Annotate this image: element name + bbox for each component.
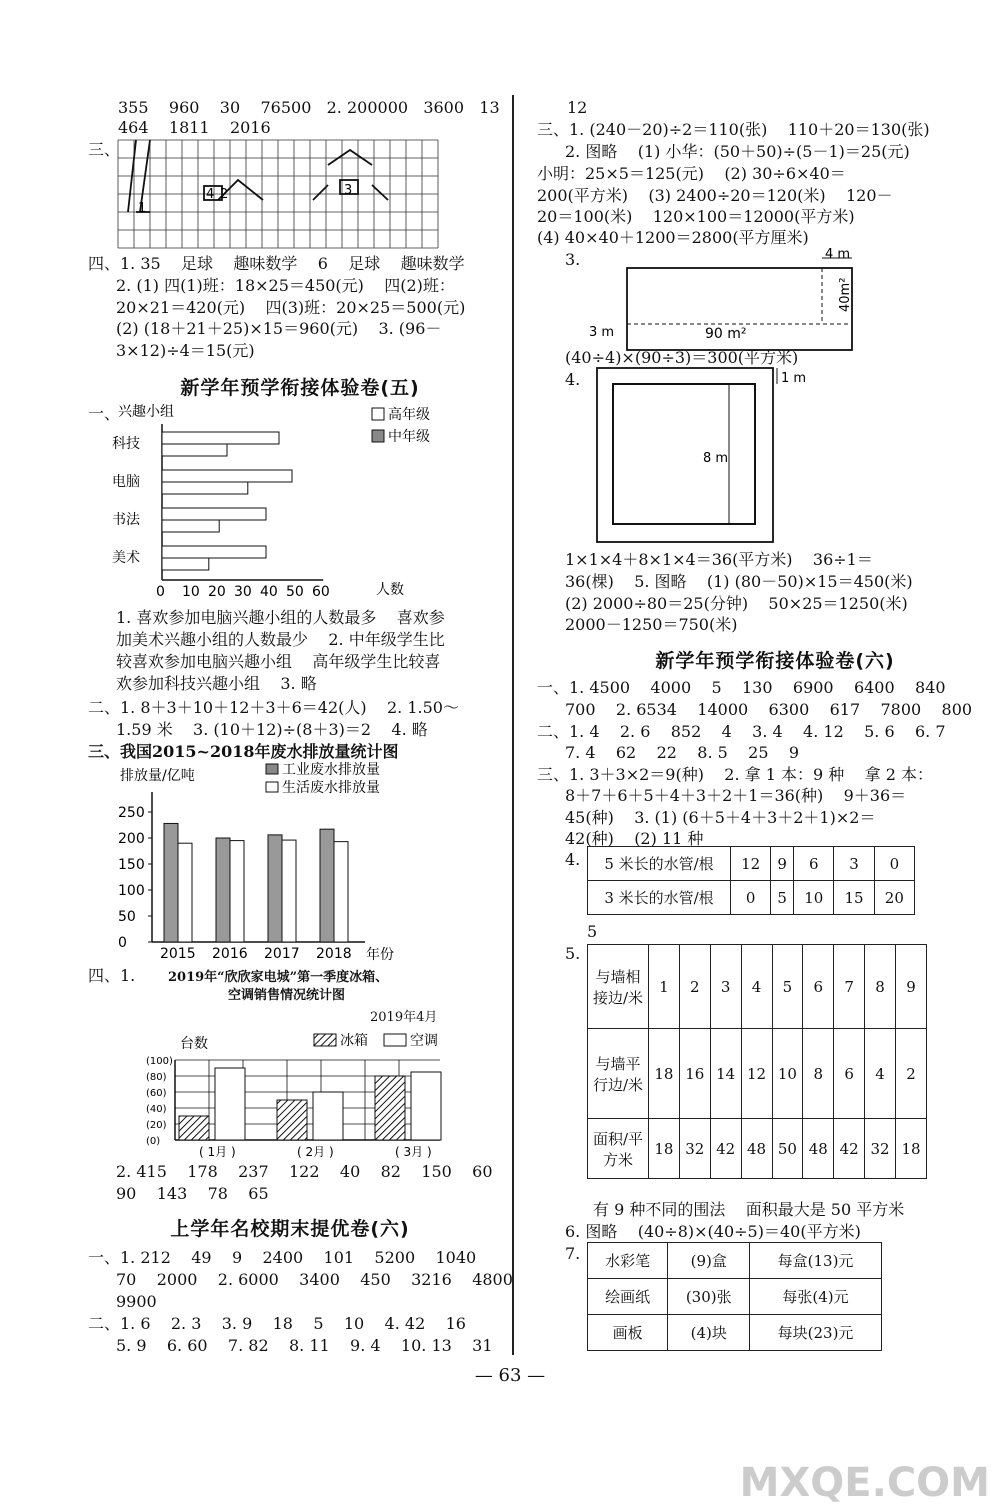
category-label: 2018 (316, 946, 352, 962)
chart-date: 2019年4月 (370, 1010, 438, 1025)
axis-label: 台数 (180, 1036, 208, 1052)
answer-line: 20＝100(米) 120×100＝12000(平方米) (537, 207, 855, 226)
table-cell: 6 (834, 1029, 865, 1119)
axis-label: 人数 (376, 582, 404, 598)
tick-label: 50 (286, 584, 304, 600)
row-label: 3 米长的水管/根 (588, 881, 731, 915)
answer-line: 2. 415 178 237 122 40 82 150 60 (116, 1162, 493, 1181)
interest-group-bar-chart (110, 404, 430, 604)
sales-bar-chart (140, 1028, 450, 1163)
art-supplies-table (587, 1242, 882, 1351)
answer-line: 1×1×4＋8×1×4＝36(平方米) 36÷1＝ (565, 550, 873, 569)
legend-swatch-fridge (314, 1034, 336, 1046)
area-label: 40m² (838, 277, 853, 312)
answer-line: (2) 2000÷80＝25(分钟) 50×25＝1250(米) (565, 594, 908, 613)
table-cell: 10 (794, 881, 834, 915)
table-cell: 2 (896, 1029, 927, 1119)
bar-industrial (268, 835, 282, 942)
table-cell: 16 (679, 1029, 710, 1119)
bar-fridge (277, 1100, 307, 1140)
table-cell: 48 (741, 1119, 772, 1179)
table-cell: 每盒(13)元 (750, 1243, 882, 1279)
answer-line: 三、1. 3＋3×2＝9(种) 2. 拿 1 本：9 种 拿 2 本： (537, 765, 933, 784)
tick-label: 10 (182, 584, 200, 600)
section-tag: 四、1. (88, 966, 136, 985)
table-cell: 12 (741, 1029, 772, 1119)
answer-line: 2. 图略 (1) 小华：(50＋50)÷(5－1)＝25(元) (565, 142, 910, 161)
table-cell: 12 (731, 847, 771, 881)
table-cell: 8 (865, 945, 896, 1029)
answer-line: 二、1. 8＋3＋10＋12＋3＋6＝42(人) 2. 1.50～ (88, 698, 459, 717)
legend-swatch-domestic (266, 782, 278, 792)
tick-label: 40 (260, 584, 278, 600)
dimension-label: 1 m (781, 371, 807, 386)
table-cell: 15 (834, 881, 874, 915)
answer-line: 42(种) (2) 11 种 (565, 829, 704, 848)
bar-mid (162, 520, 219, 532)
section-heading: 新学年预学衔接体验卷(六) (655, 650, 895, 672)
table-cell: 2 (679, 945, 710, 1029)
answer-line: 一、1. 4500 4000 5 130 6900 6400 840 (537, 678, 946, 697)
row-label: 5 米长的水管/根 (588, 847, 731, 881)
answer-line: 12 (567, 98, 588, 117)
table-cell: (9)盒 (668, 1243, 750, 1279)
answer-line: 8＋7＋6＋5＋4＋3＋2＋1＝36(种) 9＋36＝ (565, 786, 907, 805)
pipe-table (587, 846, 915, 915)
row-label: 与墙平行边/米 (588, 1029, 649, 1119)
section-heading: 上学年名校期末提优卷(六) (170, 1218, 410, 1240)
table-cell: 18 (896, 1119, 927, 1179)
answer-line: 1.59 米 3. (10＋12)÷(8＋3)＝2 4. 略 (116, 720, 428, 739)
legend-label: 工业废水排放量 (282, 762, 380, 778)
legend-swatch-industrial (266, 764, 278, 774)
dimension-label: 8 m (703, 451, 729, 466)
answer-line: 三、1. (240－20)÷2＝110(张) 110＋20＝130(张) (537, 120, 930, 139)
page-number: — 63 — (474, 1365, 546, 1386)
category-label: ( 3月 ) (395, 1145, 432, 1159)
table-cell: 5 (772, 945, 803, 1029)
bar-industrial (164, 823, 178, 942)
category-label: 科技 (112, 436, 140, 452)
table-cell: 1 (649, 945, 680, 1029)
section-tag: 三、 (88, 140, 121, 159)
watermark: MXQE.COM (739, 1460, 990, 1506)
rectangle-figure-3 (585, 246, 875, 352)
bar-high (162, 470, 292, 482)
tick-label: (80) (146, 1072, 167, 1083)
tick-label: 60 (312, 584, 330, 600)
bar-domestic (282, 840, 296, 942)
grid-figure (118, 140, 440, 250)
table-cell: 10 (772, 1029, 803, 1119)
tick-label: (100) (146, 1056, 173, 1067)
answer-line: 45(种) 3. (1) (6＋5＋4＋3＋2＋1)×2＝ (565, 808, 876, 827)
answer-line: 20×21＝420(元) 四(3)班：20×25＝500(元) (116, 298, 466, 317)
bar-mid (162, 444, 227, 456)
section-heading: 新学年预学衔接体验卷(五) (180, 377, 420, 399)
area-label: 90 m² (705, 326, 747, 342)
tick-label: 100 (118, 883, 145, 899)
table-cell: 7 (834, 945, 865, 1029)
legend-swatch-ac (384, 1034, 406, 1046)
square-figure-4 (595, 366, 815, 546)
answer-line: 70 2000 2. 6000 3400 450 3216 4800 (116, 1270, 513, 1289)
table-cell: 每块(23)元 (750, 1315, 882, 1351)
row-label: 面积/平方米 (588, 1119, 649, 1179)
bar-domestic (334, 842, 348, 942)
section-tag: 3. (565, 250, 581, 269)
tick-label: (0) (146, 1136, 161, 1147)
dimension-label: 4 m (825, 247, 851, 262)
table-cell: 8 (803, 1029, 834, 1119)
row-label: 与墙相接边/米 (588, 945, 649, 1029)
answer-line: 有 9 种不同的围法 面积最大是 50 平方米 (593, 1200, 905, 1219)
answer-line: 二、1. 4 2. 6 852 4 3. 4 4. 12 5. 6 6. 7 (537, 722, 946, 741)
legend-label: 高年级 (388, 407, 430, 423)
row-label: 水彩笔 (588, 1243, 668, 1279)
bar-ac (215, 1068, 245, 1140)
tick-label: 150 (118, 857, 145, 873)
table-cell: 32 (679, 1119, 710, 1179)
tick-label: (60) (146, 1088, 167, 1099)
answer-line: 3×12)÷4＝15(元) (116, 341, 255, 360)
section-tag: 一、 (88, 404, 121, 423)
answer-line: 200(平方米) (3) 2400÷20＝120(米) 120－ (537, 186, 893, 205)
category-label: 电脑 (112, 474, 140, 490)
row-label: 画板 (588, 1315, 668, 1351)
table-cell: 6 (794, 847, 834, 881)
answer-line: 2. (1) 四(1)班：18×25＝450(元) 四(2)班： (116, 276, 455, 295)
answer-line: 一、1. 212 49 9 2400 101 5200 1040 (88, 1248, 477, 1267)
category-label: 2016 (212, 946, 248, 962)
category-label: 书法 (112, 512, 140, 528)
bar-high (162, 546, 266, 558)
table-cell: 3 (834, 847, 874, 881)
table-cell: 20 (874, 881, 914, 915)
answer-line: 700 2. 6534 14000 6300 617 7800 800 (565, 700, 973, 719)
row-label: 绘画纸 (588, 1279, 668, 1315)
chart-title: 空调销售情况统计图 (228, 988, 346, 1003)
chart-title: 兴趣小组 (118, 404, 174, 420)
section-tag: 4. (565, 850, 581, 869)
bar-mid (162, 482, 248, 494)
answer-line: 7. 4 62 22 8. 5 25 9 (565, 743, 800, 762)
answer-line: 2000－1250＝750(米) (565, 615, 738, 634)
axis-label: 年份 (366, 947, 394, 963)
answer-line: 欢参加科技兴趣小组 3. 略 (116, 674, 317, 693)
answer-line: 小明：25×5＝125(元) (2) 30÷6×40＝ (537, 164, 846, 183)
chart-title: 2019年“欣欣家电城”第一季度冰箱、 (168, 970, 389, 985)
axis-label: 排放量/亿吨 (120, 768, 195, 784)
column-divider (512, 95, 514, 1355)
answer-line: 5 (587, 922, 598, 941)
bar-ac (313, 1092, 343, 1140)
section-tag: 5. (565, 944, 581, 963)
bar-industrial (216, 838, 230, 942)
table-cell: 5 (771, 881, 794, 915)
bar-fridge (179, 1116, 209, 1140)
table-cell: 32 (865, 1119, 896, 1179)
tick-label: 0 (156, 584, 165, 600)
answer-line: 较喜欢参加电脑兴趣小组 高年级学生比较喜 (116, 652, 441, 671)
table-cell: 14 (710, 1029, 741, 1119)
tick-label: 30 (234, 584, 252, 600)
table-cell: (30)张 (668, 1279, 750, 1315)
legend-label: 中年级 (388, 429, 430, 445)
bar-high (162, 508, 266, 520)
legend-label: 生活废水排放量 (282, 780, 380, 796)
answer-line: 355 960 30 76500 2. 200000 3600 13 (118, 98, 500, 117)
legend-label: 空调 (410, 1033, 438, 1049)
table-cell: 9 (896, 945, 927, 1029)
svg-text:2: 2 (220, 187, 229, 202)
table-cell: 6 (803, 945, 834, 1029)
answer-line: 三、我国2015~2018年废水排放量统计图 (88, 742, 399, 761)
category-label: ( 1月 ) (199, 1145, 236, 1159)
table-cell: 4 (865, 1029, 896, 1119)
answer-line: 36(棵) 5. 图略 (1) (80－50)×15＝450(米) (565, 572, 913, 591)
bar-high (162, 432, 279, 444)
tick-label: 20 (208, 584, 226, 600)
bar-mid (162, 558, 209, 570)
category-label: 2017 (264, 946, 300, 962)
fence-table (587, 944, 927, 1179)
table-cell: 18 (649, 1119, 680, 1179)
table-cell: 9 (771, 847, 794, 881)
tick-label: 200 (118, 831, 145, 847)
bar-fridge (375, 1076, 405, 1140)
tick-label: 0 (118, 935, 127, 951)
table-cell: 42 (834, 1119, 865, 1179)
category-label: ( 2月 ) (297, 1145, 334, 1159)
section-tag: 4. (565, 370, 581, 389)
tick-label: (20) (146, 1120, 167, 1131)
legend-label: 冰箱 (340, 1033, 368, 1049)
answer-line: 二、1. 6 2. 3 3. 9 18 5 10 4. 42 16 (88, 1314, 466, 1333)
answer-line: (2) (18＋21＋25)×15＝960(元) 3. (96－ (116, 319, 442, 338)
bar-domestic (178, 843, 192, 942)
answer-line: 四、1. 35 足球 趣味数学 6 足球 趣味数学 (88, 254, 465, 273)
table-cell: 42 (710, 1119, 741, 1179)
table-cell: 每张(4)元 (750, 1279, 882, 1315)
table-cell: (4)块 (668, 1315, 750, 1351)
section-tag: 7. (565, 1244, 581, 1263)
table-cell: 3 (710, 945, 741, 1029)
tick-label: (40) (146, 1104, 167, 1115)
category-label: 2015 (160, 946, 196, 962)
tick-label: 250 (118, 805, 145, 821)
svg-text:3: 3 (344, 183, 353, 198)
answer-line: 6. 图略 (40÷8)×(40÷5)＝40(平方米) (565, 1222, 861, 1241)
table-cell: 0 (874, 847, 914, 881)
table-cell: 50 (772, 1119, 803, 1179)
category-label: 美术 (112, 550, 140, 566)
dimension-label: 3 m (589, 325, 615, 340)
bar-ac (411, 1072, 441, 1140)
table-cell: 0 (731, 881, 771, 915)
table-cell: 18 (649, 1029, 680, 1119)
answer-line: 加美术兴趣小组的人数最少 2. 中年级学生比 (116, 630, 445, 649)
answer-line: 5. 9 6. 60 7. 82 8. 11 9. 4 10. 13 31 (116, 1336, 493, 1355)
answer-line: (40÷4)×(90÷3)＝300(平方米) (565, 348, 799, 367)
answer-line: 1. 喜欢参加电脑兴趣小组的人数最多 喜欢参 (116, 608, 445, 627)
table-cell: 4 (741, 945, 772, 1029)
legend-swatch-high (372, 408, 384, 420)
wastewater-bar-chart (110, 762, 410, 962)
svg-text:1: 1 (138, 201, 147, 216)
answer-line: 9900 (116, 1292, 157, 1311)
bar-domestic (230, 841, 244, 942)
legend-swatch-mid (372, 430, 384, 442)
answer-line: 90 143 78 65 (116, 1184, 269, 1203)
tick-label: 50 (118, 909, 136, 925)
answer-line: (4) 40×40＋1200＝2800(平方厘米) (537, 228, 809, 247)
answer-line: 464 1811 2016 (118, 118, 271, 137)
svg-text:4: 4 (206, 187, 215, 202)
table-cell: 48 (803, 1119, 834, 1179)
bar-industrial (320, 829, 334, 942)
